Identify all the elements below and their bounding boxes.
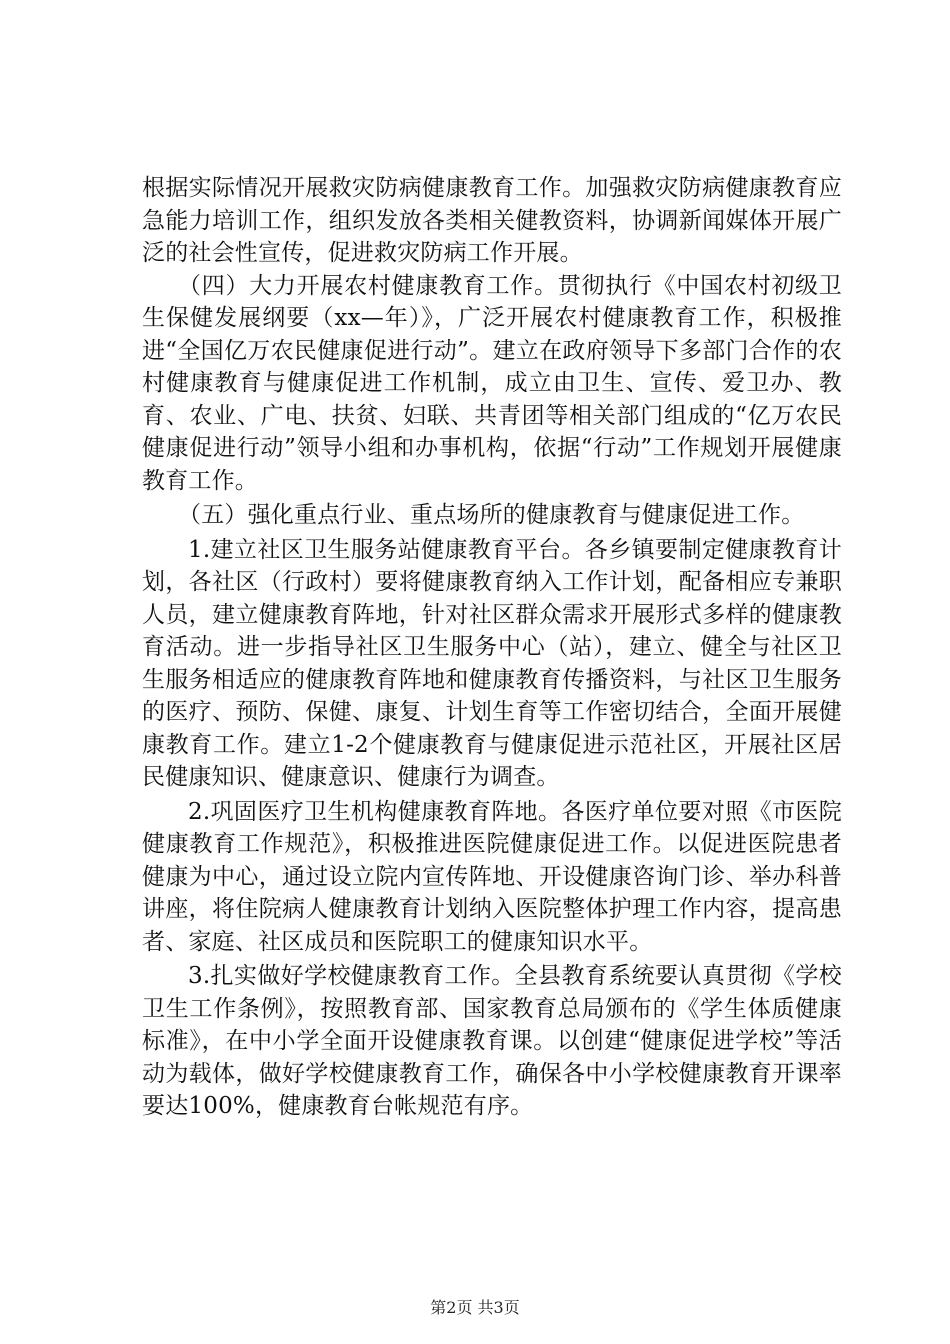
paragraph-community-platform: 1.建立社区卫生服务站健康教育平台。各乡镇要制定健康教育计划，各社区（行政村）要将健康教育纳入工作计划，配备相应专兼职人员，建立健康教育阵地，针对社区群众需求开展形式多样的健康教育活动。进一步指导社区卫生服务中心（站），建立、健全与社区卫生服务相适应的健康教育阵地和健康教育传播资料，与社区卫生服务的医疗、预防、保健、康复、计划生育等工作密切结合，全面开展健康教育工作。建立1-2个健康教育与健康促进示范社区，开展社区居民健康知识、健康意识、健康行为调查。 (142, 536, 842, 790)
paragraph-key-industries-heading: （五）强化重点行业、重点场所的健康教育与健康促进工作。 (178, 502, 805, 528)
paragraph-rural-health-education: （四）大力开展农村健康教育工作。贯彻执行《中国农村初级卫生保健发展纲要（xx—年）》，广泛开展农村健康教育工作，积极推进“全国亿万农民健康促进行动”。建立在政府领导下多部门合作的农村健康教育与健康促进工作机制，成立由卫生、宣传、爱卫办、教育、农业、广电、扶贫、妇联、共青团等相关部门组成的“亿万农民健康促进行动”领导小组和办事机构，依据“行动”工作规划开展健康教育工作。 (142, 272, 842, 494)
document-body (142, 172, 842, 1123)
paragraph-disaster-prevention: 根据实际情况开展救灾防病健康教育工作。加强救灾防病健康教育应急能力培训工作，组织发放各类相关健教资料，协调新闻媒体开展广泛的社会性宣传，促进救灾防病工作开展。 (142, 175, 842, 266)
paragraph-medical-institutions: 2.巩固医疗卫生机构健康教育阵地。各医疗单位要对照《市医院健康教育工作规范》，积极推进医院健康促进工作。以促进医院患者健康为中心，通过设立院内宣传阵地、开设健康咨询门诊、举办科普讲座，将住院病人健康教育计划纳入医院整体护理工作内容，提高患者、家庭、社区成员和医院职工的健康知识水平。 (142, 798, 842, 955)
paragraph-school-health-education: 3.扎实做好学校健康教育工作。全县教育系统要认真贯彻《学校卫生工作条例》，按照教育部、国家教育总局颁布的《学生体质健康标准》，在中小学全面开设健康教育课。以创建“健康促进学校”等活动为载体，做好学校健康教育工作，确保各中小学校健康教育开课率要达100%，健康教育台帐规范有序。 (142, 963, 842, 1119)
page-footer: 第2页 共3页 (430, 1298, 520, 1317)
